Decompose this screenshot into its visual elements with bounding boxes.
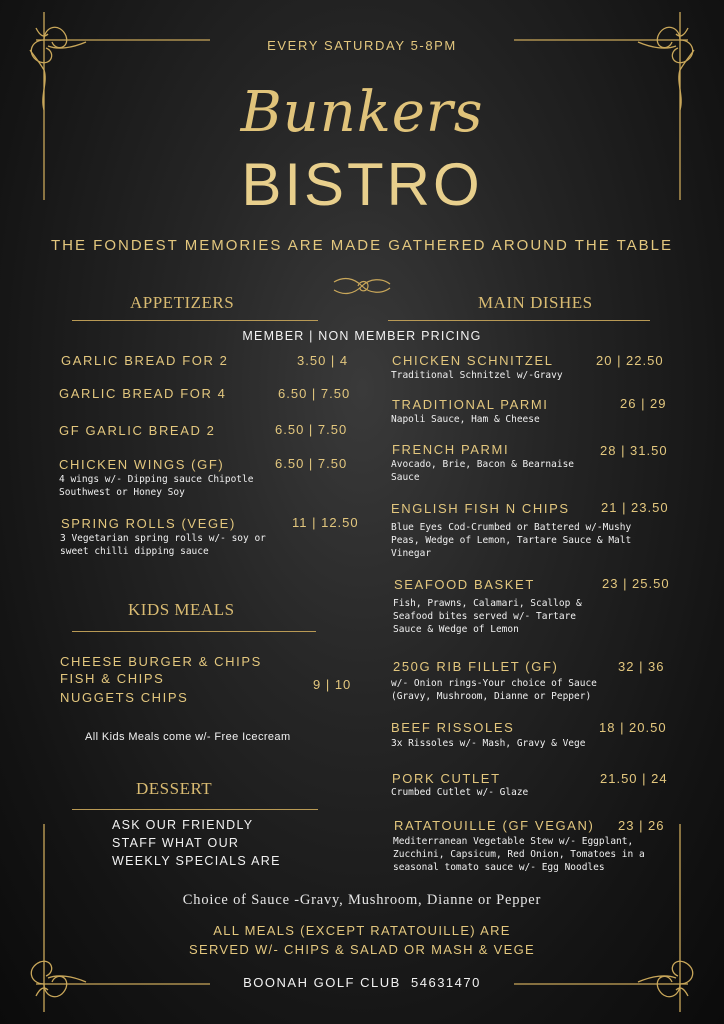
- flourish-divider: [330, 272, 394, 300]
- corner-ornament-bottom-right: [604, 904, 724, 1024]
- kids-item: FISH & CHIPS: [60, 671, 165, 686]
- appetizer-name: CHICKEN WINGS (GF): [59, 457, 225, 472]
- main-desc: Traditional Schnitzel w/-Gravy: [391, 370, 563, 381]
- main-name: ENGLISH FISH N CHIPS: [391, 501, 570, 516]
- kids-rule: [72, 631, 316, 632]
- appetizer-name: SPRING ROLLS (VEGE): [61, 516, 236, 531]
- appetizers-heading: APPETIZERS: [130, 293, 235, 312]
- kids-item: NUGGETS CHIPS: [60, 690, 189, 705]
- main-desc: Avocado, Brie, Bacon & Bearnaise Sauce: [391, 459, 575, 483]
- main-dishes-heading: MAIN DISHES: [478, 293, 593, 312]
- bistro-title: BISTRO: [241, 151, 483, 218]
- appetizer-name: GARLIC BREAD FOR 2: [61, 353, 229, 368]
- main-desc: Blue Eyes Cod-Crumbed or Battered w/-Mushy Peas, Wedge of Lemon, Tartare Sauce & Malt Vinegar: [391, 522, 632, 559]
- main-price: 32 | 36: [618, 659, 665, 674]
- main-name: FRENCH PARMI: [392, 442, 510, 457]
- appetizers-rule: [72, 320, 318, 321]
- main-price: 26 | 29: [620, 396, 667, 411]
- dessert-rule: [72, 809, 318, 810]
- main-desc: w/- Onion rings-Your choice of Sauce (Gravy, Mushroom, Dianne or Pepper): [391, 678, 597, 702]
- main-price: 18 | 20.50: [599, 720, 667, 735]
- main-desc: Crumbed Cutlet w/- Glaze: [391, 787, 529, 798]
- dessert-line: WEEKLY SPECIALS ARE: [112, 854, 281, 868]
- main-price: 23 | 25.50: [602, 576, 670, 591]
- main-price: 21 | 23.50: [601, 500, 669, 515]
- script-title: Bunkers: [240, 80, 484, 145]
- meals-note-line: SERVED W/- CHIPS & SALAD OR MASH & VEGE: [189, 942, 535, 957]
- main-dishes-rule: [388, 320, 650, 321]
- main-price: 21.50 | 24: [600, 771, 668, 786]
- dessert-line: ASK OUR FRIENDLY: [112, 818, 254, 832]
- appetizer-price: 6.50 | 7.50: [275, 422, 348, 437]
- pricing-note: MEMBER | NON MEMBER PRICING: [242, 329, 482, 343]
- kids-heading: KIDS MEALS: [128, 600, 235, 619]
- main-name: BEEF RISSOLES: [391, 720, 515, 735]
- main-desc: Fish, Prawns, Calamari, Scallop & Seafood bites served w/- Tartare Sauce & Wedge of Lemon: [393, 598, 582, 635]
- club-contact: [0, 975, 724, 990]
- main-desc: Mediterranean Vegetable Stew w/- Eggplant, Zucchini, Capsicum, Red Onion, Tomatoes in a seasonal tomato sauce w/- Egg Noodles: [393, 836, 645, 873]
- meals-note-line: ALL MEALS (EXCEPT RATATOUILLE) ARE: [213, 923, 511, 938]
- appetizer-price: 6.50 | 7.50: [275, 456, 348, 471]
- dessert-heading: DESSERT: [136, 779, 213, 798]
- club-phone: 54631470: [411, 975, 481, 990]
- appetizer-price: 3.50 | 4: [297, 353, 349, 368]
- main-name: CHICKEN SCHNITZEL: [392, 353, 554, 368]
- appetizer-desc: 4 wings w/- Dipping sauce Chipotle Southwest or Honey Soy: [59, 474, 254, 498]
- appetizer-name: GARLIC BREAD FOR 4: [59, 386, 227, 401]
- main-name: TRADITIONAL PARMI: [392, 397, 549, 412]
- appetizer-desc: 3 Vegetarian spring rolls w/- soy or sweet chilli dipping sauce: [60, 533, 266, 557]
- appetizer-name: GF GARLIC BREAD 2: [59, 423, 216, 438]
- main-desc: 3x Rissoles w/- Mash, Gravy & Vege: [391, 738, 586, 749]
- schedule-text: EVERY SATURDAY 5-8PM: [267, 38, 457, 53]
- main-price: 20 | 22.50: [596, 353, 664, 368]
- corner-ornament-bottom-left: [0, 904, 120, 1024]
- main-name: PORK CUTLET: [392, 771, 501, 786]
- club-name: BOONAH GOLF CLUB: [243, 975, 401, 990]
- sauce-note: Choice of Sauce -Gravy, Mushroom, Dianne or Pepper: [182, 892, 542, 908]
- kids-price: 9 | 10: [313, 677, 352, 692]
- dessert-line: STAFF WHAT OUR: [112, 836, 240, 850]
- kids-item: CHEESE BURGER & CHIPS: [60, 654, 262, 669]
- tagline: THE FONDEST MEMORIES ARE MADE GATHERED AROUND THE TABLE: [50, 237, 674, 254]
- main-price: 23 | 26: [618, 818, 665, 833]
- main-price: 28 | 31.50: [600, 443, 668, 458]
- appetizer-price: 6.50 | 7.50: [278, 386, 351, 401]
- main-name: 250G RIB FILLET (GF): [393, 659, 559, 674]
- kids-note: All Kids Meals come w/- Free Icecream: [85, 731, 291, 743]
- main-desc: Napoli Sauce, Ham & Cheese: [391, 414, 540, 425]
- main-name: SEAFOOD BASKET: [394, 577, 535, 592]
- appetizer-price: 11 | 12.50: [292, 515, 359, 530]
- main-name: RATATOUILLE (GF VEGAN): [394, 818, 595, 833]
